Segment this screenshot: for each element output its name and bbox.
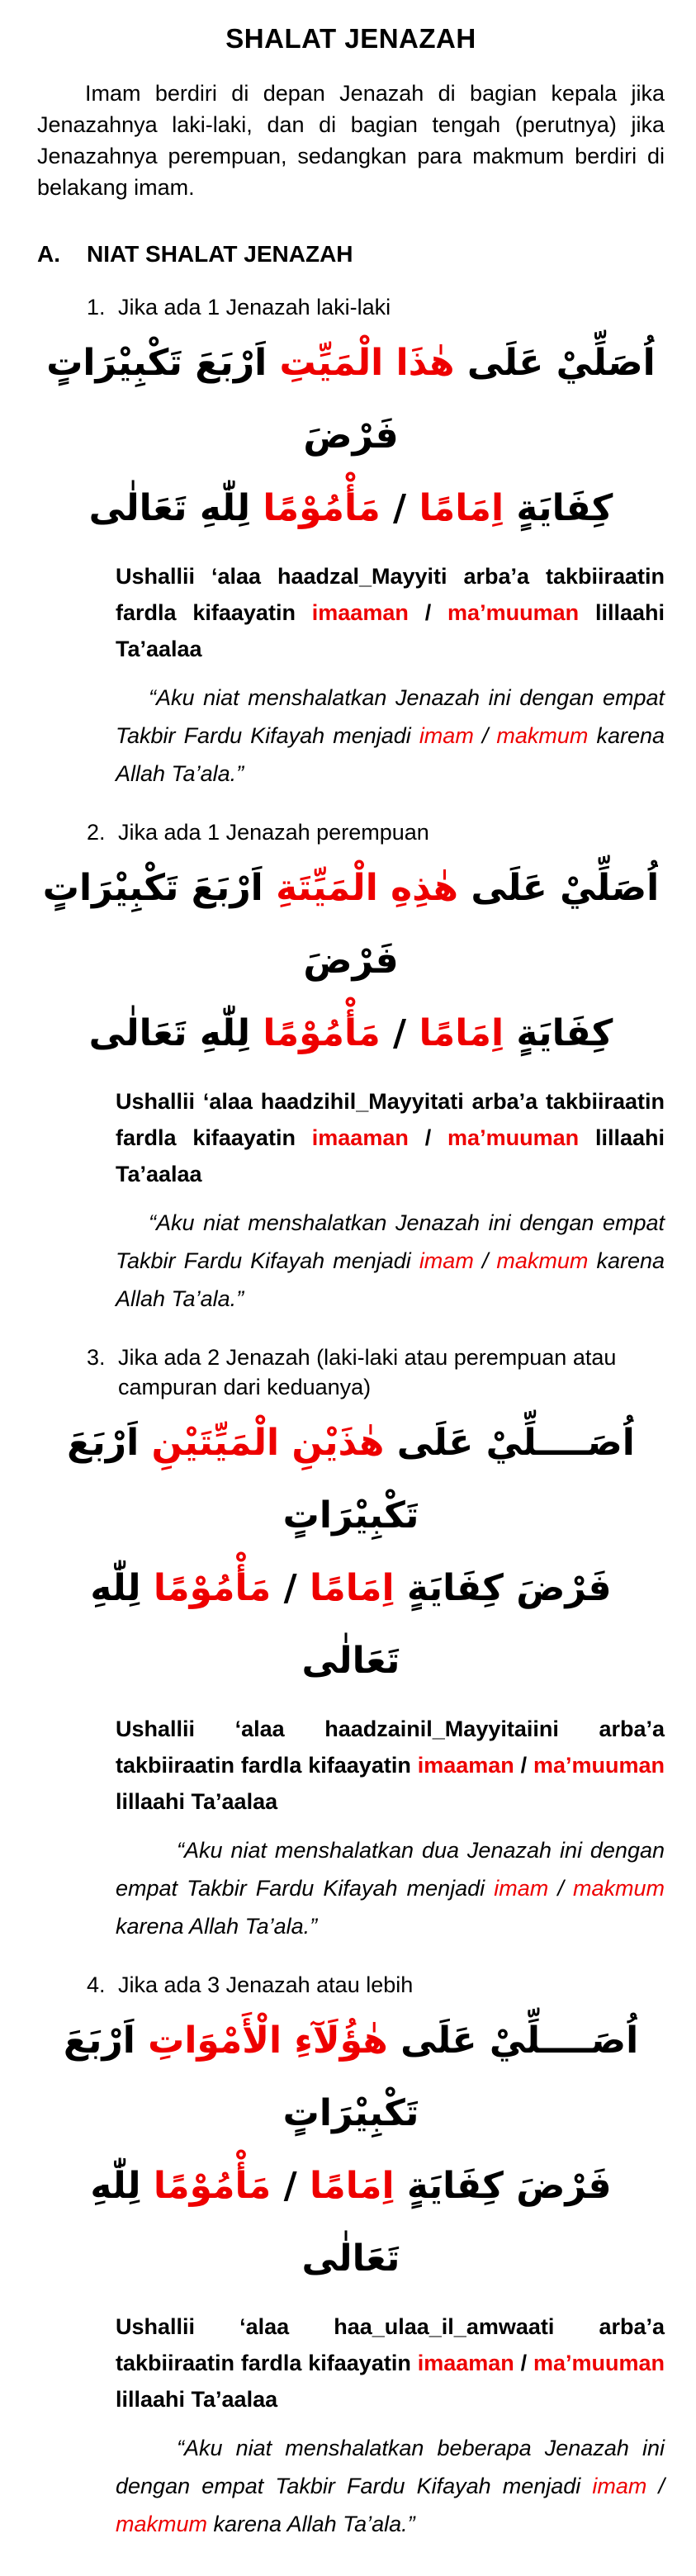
text-segment: اُصَلِّيْ عَلَى	[454, 342, 656, 384]
text-segment: lillaahi Ta’aalaa	[116, 600, 665, 661]
text-segment: لِلّٰهِ تَعَالٰى	[88, 1012, 263, 1054]
text-segment: /	[380, 1012, 419, 1054]
highlighted-word: اِمَامًا	[309, 2165, 395, 2207]
text-segment: كِفَايَةٍ	[504, 1012, 613, 1054]
highlighted-word: imaaman	[417, 1753, 514, 1778]
text-segment: /	[380, 487, 419, 529]
text-segment: اُصَلِّيْ عَلَى	[458, 867, 660, 909]
arabic-line-1	[37, 852, 665, 997]
item-number: 3.	[87, 1345, 106, 1370]
text-segment: فَرْضَ كِفَايَةٍ	[394, 1567, 612, 1609]
text-segment: /	[408, 1125, 448, 1150]
text-segment: /	[408, 600, 448, 625]
text-segment: لِلّٰهِ تَعَالٰى	[90, 1567, 400, 1682]
transliteration	[116, 558, 665, 667]
item-label	[87, 1970, 665, 2000]
text-segment: Ushallii ‘alaa haa_ulaa_il_amwaati arba’a takbiiraatin fardla kifaayatin	[116, 2314, 665, 2375]
text-segment: اَرْبَعَ تَكْبِيْرَاتٍ	[67, 1422, 419, 1537]
highlighted-word: imam	[494, 1876, 549, 1901]
transliteration	[116, 1083, 665, 1192]
text-segment: لِلّٰهِ تَعَالٰى	[90, 2165, 400, 2280]
arabic-line-1	[37, 1407, 665, 1552]
highlighted-word: مَأْمُوْمًا	[153, 2165, 272, 2207]
highlighted-word: imaaman	[417, 2351, 514, 2375]
highlighted-word: imam	[592, 2474, 647, 2498]
text-segment: /	[646, 2474, 665, 2498]
item-number: 1.	[87, 295, 106, 320]
highlighted-word: makmum	[572, 1876, 665, 1901]
text-segment: “Aku niat menshalatkan Jenazah ini dengan empat Takbir Fardu Kifayah menjadi	[116, 685, 665, 748]
arabic-line-2	[37, 1552, 665, 1698]
transliteration	[116, 1711, 665, 1820]
text-segment: كِفَايَةٍ	[504, 487, 613, 529]
text-segment: /	[514, 1753, 533, 1778]
arabic-prayer	[37, 2005, 665, 2295]
arabic-line-1	[37, 2005, 665, 2150]
highlighted-word: makmum	[116, 2512, 208, 2536]
arabic-line-1	[37, 327, 665, 472]
text-segment: /	[473, 1248, 497, 1273]
highlighted-word: ma’muuman	[447, 600, 580, 625]
arabic-prayer	[37, 852, 665, 1070]
text-segment: لِلّٰهِ تَعَالٰى	[88, 487, 263, 529]
translation	[116, 1831, 665, 1945]
item-label	[87, 292, 665, 322]
text-segment: “Aku niat menshalatkan Jenazah ini dengan empat Takbir Fardu Kifayah menjadi	[116, 1210, 665, 1273]
highlighted-word: imaaman	[311, 1125, 409, 1150]
section-title: NIAT SHALAT JENAZAH	[87, 241, 353, 267]
highlighted-word: imaaman	[311, 600, 409, 625]
translation	[116, 1204, 665, 1318]
highlighted-word: makmum	[496, 1248, 589, 1273]
text-segment: اَرْبَعَ تَكْبِيْرَاتٍ	[63, 2020, 419, 2134]
text-segment: Ushallii ‘alaa haadzainil_Mayyitaiini arba’a takbiiraatin fardla kifaayatin	[116, 1717, 665, 1778]
text-segment: فَرْضَ كِفَايَةٍ	[394, 2165, 612, 2207]
text-segment: lillaahi Ta’aalaa	[116, 1789, 278, 1814]
item-label-text: Jika ada 1 Jenazah perempuan	[118, 820, 429, 845]
highlighted-word: imam	[419, 723, 474, 748]
text-segment: /	[271, 1567, 310, 1609]
intro-paragraph: Imam berdiri di depan Jenazah di bagian kepala jika Jenazahnya laki-laki, dan di bagian tengah (perutnya) jika Jenazahnya perempuan, sedangkan para makmum berdiri di belakang imam.	[37, 81, 665, 200]
highlighted-word: مَأْمُوْمًا	[263, 487, 381, 529]
text-segment: Ushallii ‘alaa haadzihil_Mayyitati arba’a takbiiraatin fardla kifaayatin	[116, 1089, 665, 1150]
text-segment: karena Allah Ta’ala.”	[116, 723, 665, 786]
highlighted-word: مَأْمُوْمًا	[153, 1567, 272, 1609]
arabic-line-2	[37, 2150, 665, 2295]
highlighted-word: اِمَامًا	[419, 487, 504, 529]
text-segment: lillaahi Ta’aalaa	[116, 1125, 665, 1186]
text-segment: Ushallii ‘alaa haadzal_Mayyiti arba’a takbiiraatin fardla kifaayatin	[116, 564, 665, 625]
text-segment: karena Allah Ta’ala.”	[116, 1914, 318, 1939]
page-title: SHALAT JENAZAH	[225, 23, 476, 54]
translation	[116, 2429, 665, 2543]
text-segment: karena Allah Ta’ala.”	[116, 1248, 665, 1311]
niat-item-2	[37, 817, 665, 1318]
text-segment: lillaahi Ta’aalaa	[116, 2387, 278, 2412]
item-label-text: Jika ada 2 Jenazah (laki-laki atau perempuan atau campuran dari keduanya)	[118, 1345, 617, 1399]
text-segment: /	[473, 723, 497, 748]
item-label-text: Jika ada 1 Jenazah laki-laki	[118, 295, 391, 320]
highlighted-word: ma’muuman	[447, 1125, 580, 1150]
highlighted-word: اِمَامًا	[309, 1567, 395, 1609]
text-segment: “Aku niat menshalatkan beberapa Jenazah ini dengan empat Takbir Fardu Kifayah menjadi	[116, 2436, 665, 2498]
transliteration	[116, 2308, 665, 2417]
arabic-line-2	[37, 472, 665, 545]
highlighted-word: هٰذَيْنِ الْمَيِّتَيْنِ	[151, 1422, 385, 1464]
text-segment: اُصَــــلِّيْ عَلَى	[384, 1422, 635, 1464]
arabic-prayer	[37, 327, 665, 545]
text-segment: /	[514, 2351, 533, 2375]
arabic-prayer	[37, 1407, 665, 1698]
item-number: 4.	[87, 1972, 106, 1997]
arabic-line-2	[37, 997, 665, 1070]
niat-item-4	[37, 1970, 665, 2543]
highlighted-word: مَأْمُوْمًا	[263, 1012, 381, 1054]
highlighted-word: هٰؤُلَآءِ الْأَمْوَاتِ	[148, 2020, 388, 2062]
item-label	[87, 1342, 665, 1402]
highlighted-word: هٰذِهِ الْمَيِّتَةِ	[276, 867, 458, 909]
text-segment: اَرْبَعَ تَكْبِيْرَاتٍ فَرْضَ	[42, 867, 399, 982]
text-segment: /	[548, 1876, 573, 1901]
highlighted-word: makmum	[496, 723, 589, 748]
item-number: 2.	[87, 820, 106, 845]
translation	[116, 679, 665, 793]
niat-list	[37, 292, 665, 2543]
niat-item-3	[37, 1342, 665, 1945]
item-label	[87, 817, 665, 847]
highlighted-word: ma’muuman	[533, 1753, 665, 1778]
text-segment: /	[271, 2165, 310, 2207]
section-letter: A.	[37, 241, 60, 267]
highlighted-word: هٰذَا الْمَيِّتِ	[279, 342, 455, 384]
niat-item-1	[37, 292, 665, 793]
highlighted-word: اِمَامًا	[419, 1012, 504, 1054]
text-segment: karena Allah Ta’ala.”	[207, 2512, 415, 2536]
text-segment: اَرْبَعَ تَكْبِيْرَاتٍ فَرْضَ	[46, 342, 399, 457]
text-segment: اُصَــــلِّيْ عَلَى	[387, 2020, 639, 2062]
section-heading	[37, 241, 665, 268]
highlighted-word: imam	[419, 1248, 474, 1273]
text-segment: “Aku niat menshalatkan dua Jenazah ini dengan empat Takbir Fardu Kifayah menjadi	[116, 1838, 665, 1901]
highlighted-word: ma’muuman	[533, 2351, 665, 2375]
item-label-text: Jika ada 3 Jenazah atau lebih	[118, 1972, 414, 1997]
